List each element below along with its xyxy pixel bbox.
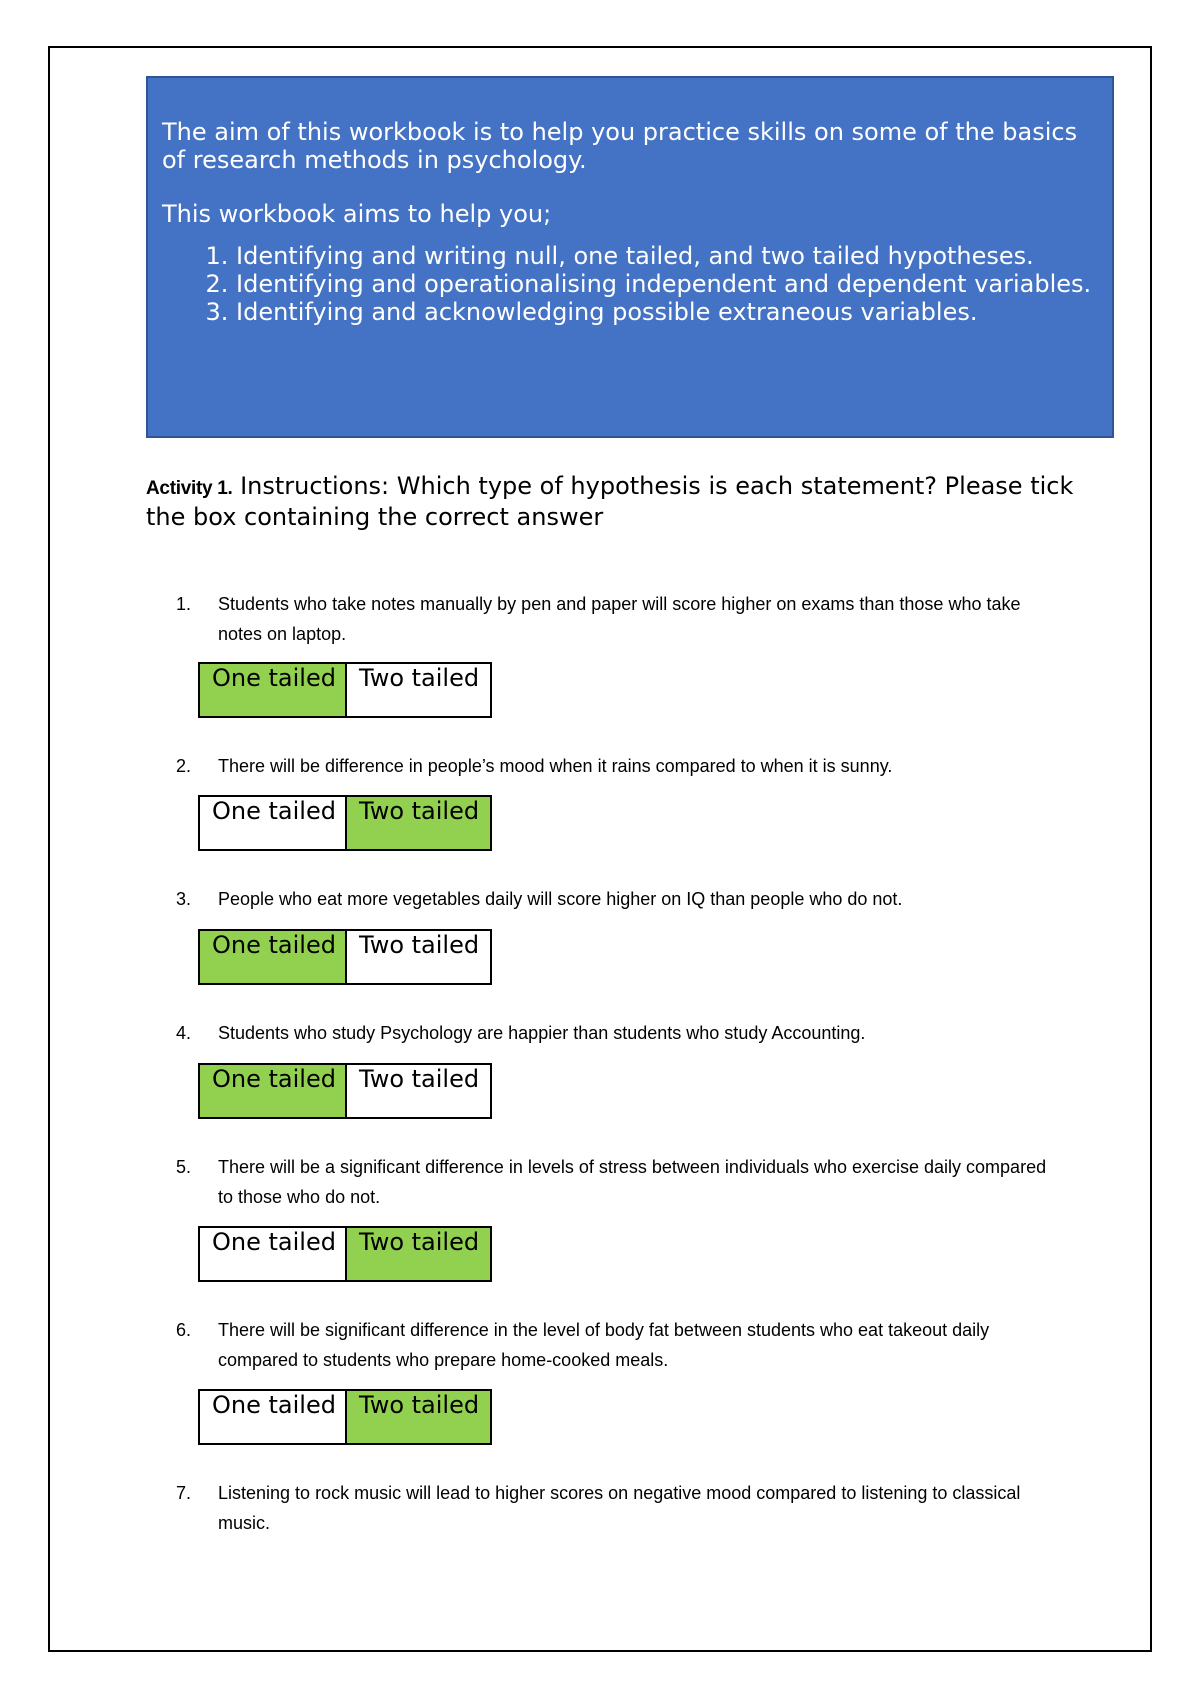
question-text: People who eat more vegetables daily will score higher on IQ than people who do not. xyxy=(218,889,903,909)
answer-options xyxy=(198,929,492,985)
question-number: 3. xyxy=(176,889,192,909)
answer-options xyxy=(198,1389,492,1445)
answer-options xyxy=(198,795,492,851)
option-one-tailed[interactable]: One tailed xyxy=(200,1391,347,1443)
question-number: 4. xyxy=(176,1023,192,1043)
option-two-tailed[interactable]: Two tailed xyxy=(359,931,480,959)
intro-box xyxy=(146,76,1114,438)
question-number: 5. xyxy=(176,1157,192,1177)
option-two-tailed[interactable]: Two tailed xyxy=(359,664,480,692)
intro-aim-item: 3. Identifying and acknowledging possible extraneous variables. xyxy=(236,298,1098,326)
question-number: 2. xyxy=(176,756,192,776)
intro-aims-list xyxy=(162,242,1098,326)
answer-options xyxy=(198,662,492,718)
question-text: Listening to rock music will lead to higher scores on negative mood compared to listening to classical music. xyxy=(218,1483,1021,1533)
option-one-tailed[interactable]: One tailed xyxy=(200,931,347,983)
activity-heading xyxy=(146,472,1076,531)
option-one-tailed[interactable]: One tailed xyxy=(200,797,347,849)
intro-aim-item: 2. Identifying and operationalising independent and dependent variables. xyxy=(236,270,1098,298)
option-two-tailed[interactable]: Two tailed xyxy=(347,1391,490,1443)
option-two-tailed[interactable]: Two tailed xyxy=(359,1065,480,1093)
option-one-tailed[interactable]: One tailed xyxy=(200,1065,347,1117)
intro-aim-item: 1. Identifying and writing null, one tailed, and two tailed hypotheses. xyxy=(236,242,1098,270)
option-one-tailed[interactable]: One tailed xyxy=(200,664,347,716)
answer-options xyxy=(198,1226,492,1282)
question-text: There will be difference in people’s mood when it rains compared to when it is sunny. xyxy=(218,756,893,776)
question-number: 6. xyxy=(176,1320,192,1340)
answer-options xyxy=(198,1063,492,1119)
question-text: Students who take notes manually by pen and paper will score higher on exams than those who take notes on laptop. xyxy=(218,594,1021,644)
intro-aim: The aim of this workbook is to help you practice skills on some of the basics of research methods in psychology. xyxy=(162,118,1078,174)
option-one-tailed[interactable]: One tailed xyxy=(200,1228,347,1280)
question-number: 1. xyxy=(176,594,192,614)
option-two-tailed[interactable]: Two tailed xyxy=(347,1228,490,1280)
question-text: There will be significant difference in the level of body fat between students who eat takeout daily compared to students who prepare home-cooked meals. xyxy=(218,1320,990,1370)
intro-aims-lead: This workbook aims to help you; xyxy=(162,200,552,228)
activity-label: Activity 1. xyxy=(146,478,233,499)
question-text: Students who study Psychology are happier than students who study Accounting. xyxy=(218,1023,866,1043)
activity-instructions: Instructions: Which type of hypothesis is each statement? Please tick the box containing the correct answer xyxy=(146,472,1074,531)
option-two-tailed[interactable]: Two tailed xyxy=(347,797,490,849)
question-number: 7. xyxy=(176,1483,192,1503)
question-text: There will be a significant difference in levels of stress between individuals who exercise daily compared to those who do not. xyxy=(218,1157,1047,1207)
